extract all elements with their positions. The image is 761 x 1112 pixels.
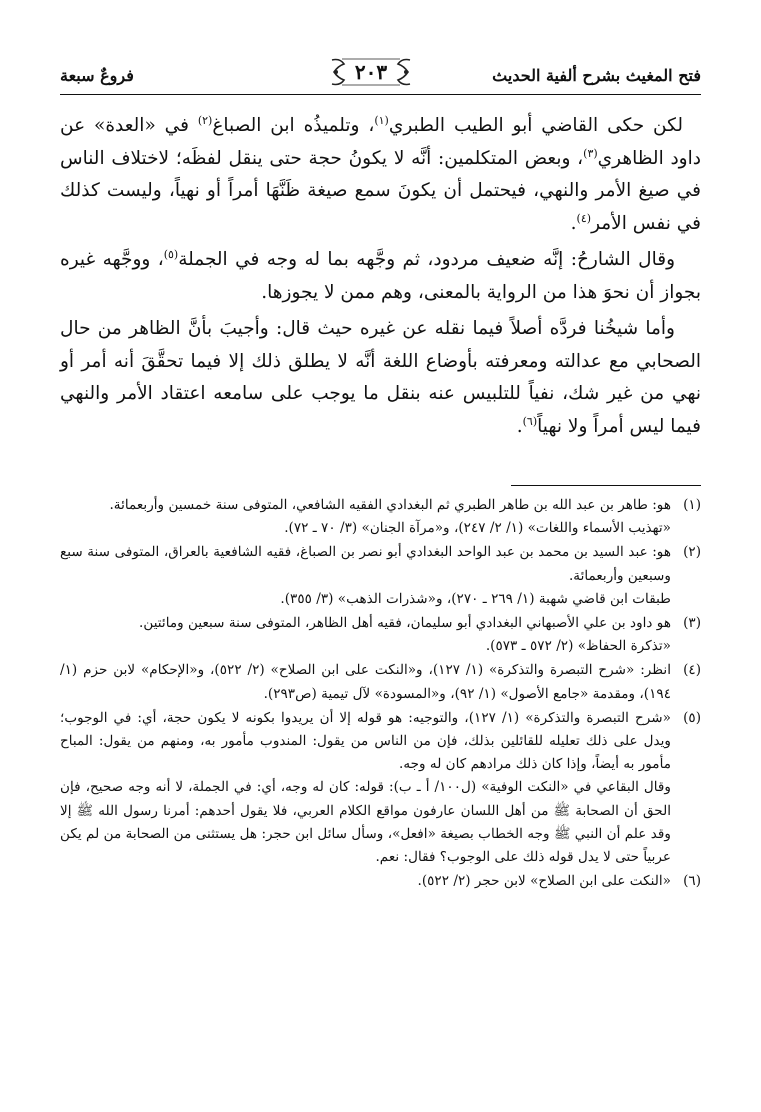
- footnote-number: (٦): [683, 873, 701, 890]
- footnote-divider: [511, 485, 701, 486]
- footnote-item: [60, 659, 701, 705]
- footnote-text: [60, 494, 671, 540]
- footnote-number: (٥): [683, 709, 701, 726]
- footnote-ref[interactable]: (٢): [197, 113, 213, 127]
- footnote-line: وقال البقاعي في «النكت الوفية» (ل١٠٠/ أ ـ ب): قوله: كان له وجه، أي: في الجملة، لا أنه وجه صحيح، فإن الحق أن الصحابة ﷺ من أهل اللسان عارفون مواقع الكلام العربي، فلا يقول أحدهم: أمرنا رسول الله ﷺ إلا وقد علم أن النبي ﷺ وجه الخطاب بصيغة «افعل»، وسأل سائل ابن حجر: هل يستثنى من الصحابة من لم يكن عربياً حتى لا يدل قوله ذلك على الوجوب؟ فقال: نعم.: [60, 779, 671, 866]
- footnote-line: «تهذيب الأسماء واللغات» (١/ ٢/ ٢٤٧)، و«مرآة الجنان» (٣/ ٧٠ ـ ٧٢).: [284, 520, 671, 537]
- footnote-text: [60, 659, 671, 705]
- text-run: .: [570, 212, 577, 234]
- footnote-number: (٤): [683, 662, 701, 679]
- paragraph-2: [60, 244, 701, 309]
- footnote-text: [60, 707, 671, 869]
- text-run: .: [516, 415, 523, 437]
- footnote-line: «شرح التبصرة والتذكرة» (١/ ١٢٧)، والتوجيه: هو قوله إلا أن يريدوا بكونه لا يكون حجة، أي: في الوجوب؛ ويدل على ذلك تعليله للقائلين بذلك، فإن من الناس من يقول: المندوب مأمور به، ومنهم من يقول: المباح مأمور به أيضاً، وإذا كان ذلك مرادهم كان له وجه.: [60, 709, 672, 773]
- footnote-ref[interactable]: (٤): [576, 211, 592, 225]
- footnote-line: هو: طاهر بن عبد الله بن طاهر الطبري ثم البغدادي الفقيه الشافعي، المتوفى سنة خمسين وأربعمائة.: [109, 497, 671, 513]
- footnote-ref[interactable]: (٣): [583, 146, 598, 160]
- main-text: [60, 110, 701, 447]
- paragraph-3: [60, 313, 701, 443]
- footnote-text: [60, 870, 671, 893]
- running-header: [60, 50, 701, 95]
- book-title: فتح المغيث بشرح ألفية الحديث: [492, 66, 701, 85]
- paragraph-1: [60, 110, 701, 240]
- footnote-ref[interactable]: (٦): [522, 414, 538, 428]
- page-number-box: [330, 56, 412, 88]
- footnote-ref[interactable]: (١): [374, 113, 389, 127]
- book-page: [60, 0, 701, 1112]
- footnote-item: [60, 612, 701, 658]
- footnote-number: (٢): [683, 544, 701, 561]
- footnote-number: (١): [683, 497, 701, 513]
- footnote-line: انظر: «شرح التبصرة والتذكرة» (١/ ١٢٧)، و«النكت على ابن الصلاح» (٢/ ٥٢٢)، و«الإحكام» لابن حزم (١/ ١٩٤)، ومقدمة «جامع الأصول» (١/ ٩٢)، و«المسودة» لآل تيمية (ص٢٩٣).: [60, 662, 671, 702]
- footnote-line: «تذكرة الحفاظ» (٢/ ٥٧٢ ـ ٥٧٣).: [485, 638, 671, 655]
- section-title: فروعٌ سبعة: [60, 66, 134, 85]
- text-run: وأما شيخُنا فردَّه أصلاً فيما نقله عن غيره حيث قال: وأجيبَ بأنَّ الظاهر من حال الصحابي مع عدالته ومعرفته بأوضاع اللغة أنَّه لا يطلق ذلك إلا فيما تحقَّقَ أنه أمر أو نهي من غير شك، نفياً للتلبيس عنه بنقل ما يوجب على سامعه اعتقاد الأمر والنهي فيما ليس أمراً ولا نهياً: [60, 318, 701, 437]
- footnote-item: [60, 870, 701, 893]
- footnotes: [60, 494, 701, 894]
- footnote-line: هو داود بن علي الأصبهاني البغدادي أبو سليمان، فقيه أهل الظاهر، المتوفى سنة سبعين ومائتين.: [139, 615, 671, 632]
- text-run: في «العدة» عن داود الظاهري: [60, 115, 701, 169]
- footnote-item: [60, 707, 701, 869]
- text-run: لكن حكى القاضي أبو الطيب الطبري: [388, 115, 683, 136]
- footnote-line: طبقات ابن قاضي شهبة (١/ ٢٦٩ ـ ٢٧٠)، و«شذرات الذهب» (٣/ ٣٥٥).: [280, 590, 671, 607]
- footnote-text: [60, 612, 671, 658]
- text-run: ، وبعض المتكلمين: أنَّه لا يكونُ حجة حتى ينقل لفظَه؛ لاختلاف الناس في صيغ الأمر والنهي، فيحتمل أن يكونَ سمع صيغة ظَنَّهَا أمراً أو نهياً، وليست كذلك في نفس الأمر: [60, 147, 701, 234]
- page-number: ٢٠٣: [354, 60, 388, 84]
- text-run: ، ووجَّهه غيره بجواز أن نحوَ هذا من الرواية بالمعنى، وهم ممن لا يجوزها.: [60, 249, 701, 303]
- footnote-line: هو: عبد السيد بن محمد بن عبد الواحد البغدادي أبو نصر بن الصباغ، فقيه الشافعية بالعراق، المتوفى سنة سبع وسبعين وأربعمائة.: [60, 544, 671, 584]
- footnote-text: [60, 541, 671, 611]
- footnote-ref[interactable]: (٥): [163, 247, 179, 261]
- footnote-line: «النكت على ابن الصلاح» لابن حجر (٢/ ٥٢٢).: [417, 873, 671, 890]
- footnote-item: [60, 541, 701, 611]
- text-run: ، وتلميذُه ابن الصباغ: [212, 115, 375, 136]
- footnote-item: [60, 494, 701, 540]
- text-run: وقال الشارحُ: إنَّه ضعيف مردود، ثم وجَّهه بما له وجه في الجملة: [178, 249, 675, 270]
- footnote-number: (٣): [683, 615, 701, 632]
